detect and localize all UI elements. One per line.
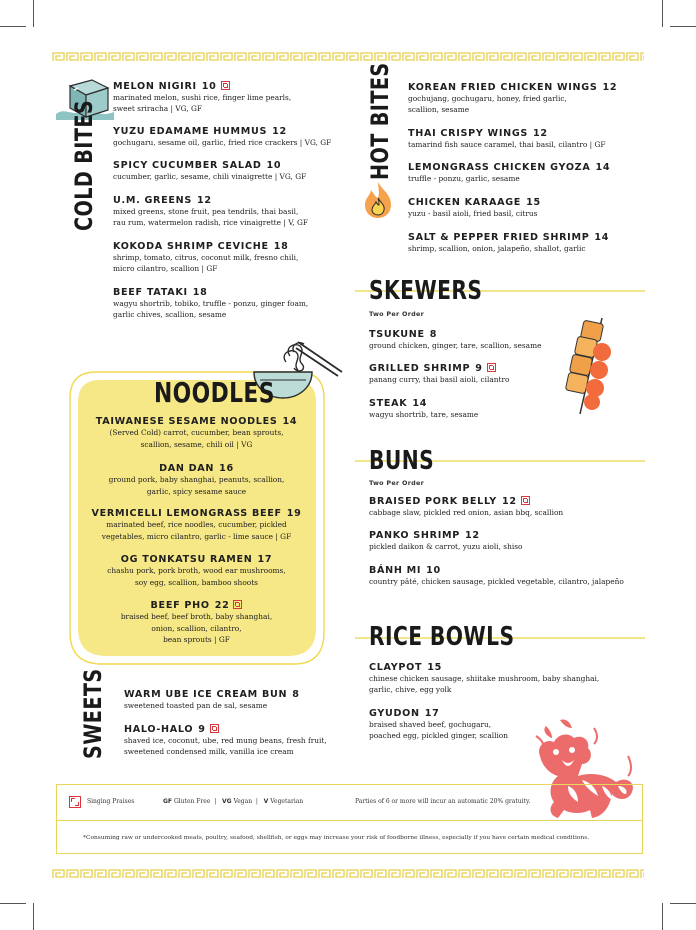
item-desc: shrimp, scallion, onion, jalapeño, shallot, garlic <box>408 244 586 253</box>
item-desc: marinated beef, rice noodles, cucumber, pickled <box>106 520 287 529</box>
item-price: 9 <box>475 363 483 374</box>
vg-text: Vegan <box>233 798 253 805</box>
item-name: WARM UBE ICE CREAM BUN <box>124 689 288 700</box>
singing-praises-icon <box>521 496 530 505</box>
item-name: CHICKEN KARAAGE <box>408 197 522 208</box>
hot-bites-title: HOT BITES <box>366 62 394 181</box>
menu-item <box>77 463 316 497</box>
item-desc: sweet sriracha | VG, GF <box>113 104 203 113</box>
footer-legend-row <box>57 785 642 821</box>
item-desc: poached egg, pickled ginger, scallion <box>369 731 509 740</box>
menu-item <box>113 81 291 114</box>
item-price: 10 <box>426 565 441 576</box>
skewer-icon <box>564 316 620 420</box>
item-name: DAN DAN <box>159 463 215 474</box>
noodles-title: NOODLES <box>154 376 275 409</box>
item-desc: sweetened condensed milk, vanilla ice cream <box>124 747 294 756</box>
item-price: 18 <box>192 287 208 298</box>
menu-item <box>113 160 306 182</box>
item-price: 17 <box>257 554 273 565</box>
item-desc: ground chicken, ginger, tare, scallion, sesame <box>369 341 542 350</box>
sweets-title: SWEETS <box>79 668 107 759</box>
item-desc: garlic, spicy sesame sauce <box>146 486 247 496</box>
menu-item <box>113 241 298 274</box>
item-desc: chinese chicken sausage, shiitake mushroom, baby shanghai, <box>369 674 600 683</box>
menu-item <box>369 662 599 695</box>
item-name: KOREAN FRIED CHICKEN WINGS <box>408 82 598 93</box>
menu-item <box>124 689 300 711</box>
item-price: 12 <box>533 128 548 139</box>
item-price: 12 <box>196 195 212 206</box>
item-name: BEEF PHO <box>150 600 210 611</box>
item-desc: gochujang, gochugaru, honey, fried garlic, <box>408 94 567 103</box>
menu-item <box>77 416 316 450</box>
item-price: 12 <box>501 496 517 507</box>
item-name: PANKO SHRIMP <box>369 530 460 541</box>
item-price: 8 <box>429 329 438 340</box>
item-desc: garlic, chive, egg yolk <box>369 685 452 694</box>
item-price: 15 <box>526 197 541 208</box>
item-name: U.M. GREENS <box>113 195 192 206</box>
item-name: TAIWANESE SESAME NOODLES <box>95 416 278 427</box>
menu-item <box>408 232 609 254</box>
item-desc: sweetened toasted pan de sal, sesame <box>124 701 268 710</box>
item-desc: shrimp, tomato, citrus, coconut milk, fresno chili, <box>113 253 299 262</box>
item-price: 12 <box>602 82 618 93</box>
menu-item <box>408 128 606 150</box>
food-safety-disclaimer: *Consuming raw or undercooked meats, poultry, seafood, shellfish, or eggs may increase your risk of foodborne illness, especially if you have certain medical conditions. <box>83 835 590 841</box>
item-desc: wagyu shortrib, tare, sesame <box>369 410 479 419</box>
item-desc: scallion, sesame <box>408 105 470 114</box>
item-name: LEMONGRASS CHICKEN GYOZA <box>408 162 591 173</box>
item-desc: tamarind fish sauce caramel, thai basil, cilantro | GF <box>408 140 606 149</box>
item-desc: mixed greens, stone fruit, pea tendrils, thai basil, <box>113 207 299 216</box>
item-desc: onion, scallion, cilantro, <box>151 623 242 633</box>
item-desc: chashu pork, pork broth, wood ear mushrooms, <box>107 566 286 575</box>
item-name: GYUDON <box>369 708 420 719</box>
menu-item <box>113 126 331 148</box>
skewers-note: Two Per Order <box>369 310 425 318</box>
crop-mark <box>33 903 34 930</box>
item-desc: country pâté, chicken sausage, pickled vegetable, cilantro, jalapeño <box>369 577 624 586</box>
item-price: 10 <box>266 160 282 171</box>
menu-item <box>369 708 508 741</box>
item-price: 17 <box>424 708 440 719</box>
item-desc: pickled daikon & carrot, yuzu aioli, shiso <box>369 542 523 551</box>
crop-mark <box>0 26 26 27</box>
singing-praises-icon <box>210 724 219 733</box>
item-desc: ground pork, baby shanghai, peanuts, scallion, <box>108 475 285 484</box>
skewers-title: SKEWERS <box>369 276 483 306</box>
item-name: TSUKUNE <box>369 329 425 340</box>
crop-mark <box>0 903 26 904</box>
item-name: STEAK <box>369 398 408 409</box>
rice-bowls-title: RICE BOWLS <box>369 622 515 652</box>
menu-item <box>77 554 316 588</box>
buns-title: BUNS <box>369 446 435 476</box>
item-price: 14 <box>594 232 610 243</box>
item-name: THAI CRISPY WINGS <box>408 128 528 139</box>
item-desc: rau rum, watermelon radish, rice vinaigrette | V, GF <box>113 218 308 227</box>
item-name: SPICY CUCUMBER SALAD <box>113 160 262 171</box>
gratuity-note: Parties of 6 or more will incur an automatic 20% gratuity. <box>355 798 531 805</box>
item-name: BEEF TATAKI <box>113 287 188 298</box>
crop-mark <box>662 0 663 27</box>
item-name: YUZU EDAMAME HUMMUS <box>113 126 268 137</box>
menu-item <box>124 724 327 757</box>
menu-item <box>369 398 478 420</box>
legend-singing-praises: Singing Praises <box>87 798 135 805</box>
item-desc: micro cilantro, scallion | GF <box>113 264 218 273</box>
menu-item <box>369 363 510 385</box>
cold-bites-title: COLD BITES <box>70 99 98 231</box>
item-desc: wagyu shortrib, tobiko, truffle - ponzu, ginger foam, <box>113 299 309 308</box>
meander-border-bottom <box>52 869 644 879</box>
item-price: 9 <box>198 724 206 735</box>
item-name: GRILLED SHRIMP <box>369 363 471 374</box>
item-desc: garlic chives, scallion, sesame <box>113 310 227 319</box>
item-desc: shaved ice, coconut, ube, red mung beans, fresh fruit, <box>124 736 327 745</box>
singing-praises-icon <box>69 796 81 808</box>
menu-item <box>113 287 308 320</box>
item-desc: marinated melon, sushi rice, finger lime pearls, <box>113 93 292 102</box>
vg-key: VG <box>221 798 232 805</box>
gf-text: Gluten Free <box>173 798 211 805</box>
menu-item <box>369 565 624 587</box>
item-name: CLAYPOT <box>369 662 423 673</box>
menu-item <box>369 530 522 552</box>
crop-mark <box>662 903 663 930</box>
menu-item <box>369 329 541 351</box>
item-price: 14 <box>412 398 428 409</box>
singing-praises-icon <box>487 363 496 372</box>
item-name: BRAISED PORK BELLY <box>369 496 497 507</box>
crop-mark <box>33 0 34 27</box>
item-desc: (Served Cold) carrot, cucumber, bean sprouts, <box>109 428 284 437</box>
menu-item <box>113 195 308 228</box>
menu-item <box>77 508 316 542</box>
item-desc: vegetables, micro cilantro, garlic - lime sauce | GF <box>101 531 292 541</box>
item-name: HALO-HALO <box>124 724 194 735</box>
item-desc: gochugaru, sesame oil, garlic, fried rice crackers | VG, GF <box>113 138 332 147</box>
item-name: BÁNH MI <box>369 565 422 576</box>
item-name: OG TONKATSU RAMEN <box>120 554 253 565</box>
item-name: KOKODA SHRIMP CEVICHE <box>113 241 269 252</box>
item-desc: bean sprouts | GF <box>163 635 230 645</box>
item-price: 12 <box>464 530 480 541</box>
item-desc: cucumber, garlic, sesame, chili vinaigrette | VG, GF <box>113 172 307 181</box>
item-price: 18 <box>273 241 289 252</box>
item-price: 16 <box>219 463 234 474</box>
item-desc: cabbage slaw, pickled red onion, asian bbq, scallion <box>369 508 564 517</box>
menu-item <box>369 496 563 518</box>
item-desc: truffle - ponzu, garlic, sesame <box>408 174 520 183</box>
menu-item <box>77 600 316 646</box>
menu-item <box>408 197 541 219</box>
v-key: V <box>263 798 269 805</box>
item-price: 14 <box>595 162 611 173</box>
footer-box <box>56 784 643 854</box>
item-price: 15 <box>427 662 443 673</box>
legend-dietary: GF Gluten Free | VG Vegan | V Vegetarian <box>163 798 304 805</box>
item-desc: braised shaved beef, gochugaru, <box>369 720 492 729</box>
item-desc: soy egg, scallion, bamboo shoots <box>135 577 258 587</box>
crop-mark <box>670 903 696 904</box>
item-price: 19 <box>286 508 302 519</box>
item-name: VERMICELLI LEMONGRASS BEEF <box>91 508 282 519</box>
gf-key: GF <box>163 798 173 805</box>
flame-icon <box>358 180 398 224</box>
item-price: 22 <box>214 600 230 611</box>
item-desc: braised beef, beef broth, baby shanghai, <box>120 612 273 621</box>
menu-item <box>408 82 617 115</box>
item-desc: scallion, sesame, chili oil | VG <box>140 439 253 449</box>
crop-mark <box>670 26 696 27</box>
item-price: 12 <box>272 126 287 137</box>
item-desc: yuzu - basil aioli, fried basil, citrus <box>408 209 538 218</box>
meander-border-top <box>52 52 644 62</box>
v-text: Vegetarian <box>270 798 304 805</box>
item-name: SALT & PEPPER FRIED SHRIMP <box>408 232 590 243</box>
menu-item <box>408 162 610 184</box>
buns-note: Two Per Order <box>369 479 425 487</box>
item-desc: panang curry, thai basil aioli, cilantro <box>369 375 510 384</box>
singing-praises-icon <box>233 600 242 609</box>
item-price: 14 <box>282 416 298 427</box>
item-price: 8 <box>292 689 300 700</box>
singing-praises-icon <box>221 81 230 90</box>
item-price: 10 <box>201 81 217 92</box>
item-name: MELON NIGIRI <box>113 81 197 92</box>
